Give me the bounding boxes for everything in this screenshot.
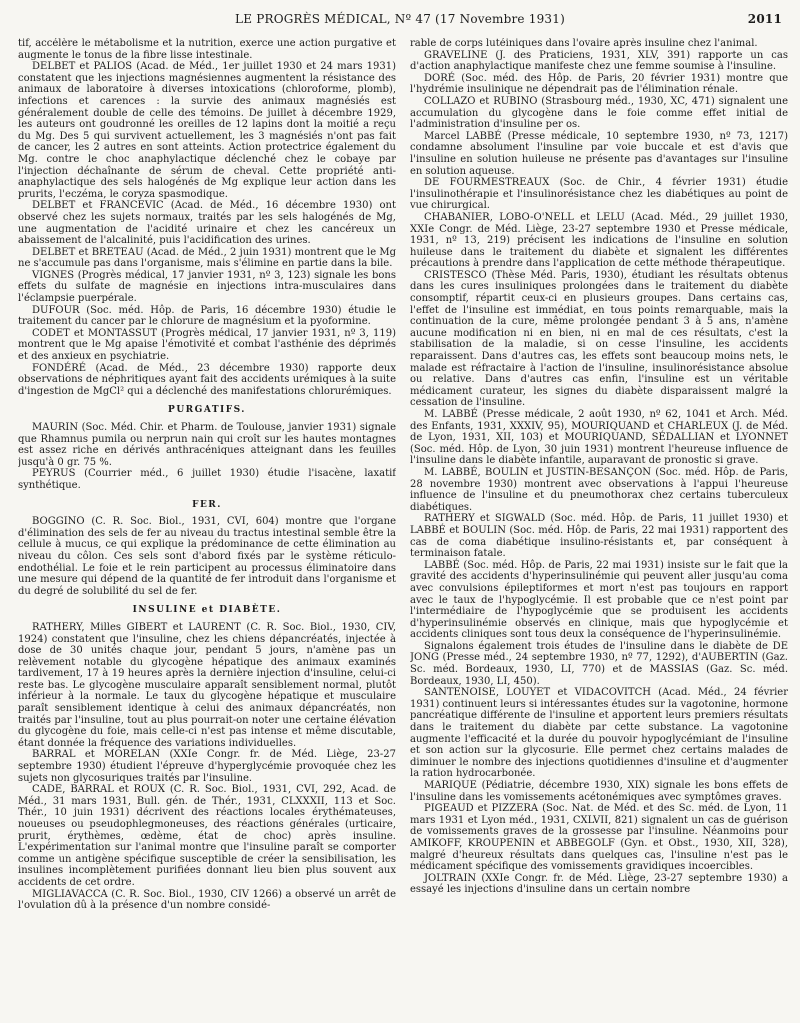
paragraph: SANTENOISE, LOUYET et VIDACOVITCH (Acad. Méd., 24 février 1931) continuent leurs si intéressantes études sur la vagotonine, hormone pancréatique différente de l'insuline et apportent leurs premiers résultats dans le traitement du diabète par cette substance. La vagotonine augmente l'efficacité et la durée du pouvoir hypoglycémiant de l'insuline et son action sur la glycosurie. Elle permet chez certains malades de diminuer le nombre des injections quotidiennes d'insuline et d'augmenter la ration hydrocarbonée. [410, 687, 788, 780]
paragraph: DE FOURMESTREAUX (Soc. de Chir., 4 février 1931) étudie l'insulinothérapie et l'insulinorésistance chez les diabétiques au point de vue chirurgical. [410, 177, 788, 212]
paragraph: RATHERY et SIGWALD (Soc. méd. Hôp. de Paris, 11 juillet 1930) et LABBÉ et BOULIN (Soc. méd. Hôp. de Paris, 22 mai 1931) rapportent des cas de coma diabétique insulino-résistants et, par conséquent à terminaison fatale. [410, 513, 788, 560]
paragraph: GRAVELINE (J. des Praticiens, 1931, XLV, 391) rapporte un cas d'action anaphylactique manifeste chez une femme soumise à l'insuline. [410, 49, 788, 73]
paragraph: tif, accélère le métabolisme et la nutrition, exerce une action purgative et augmente le tonus de la fibre lisse intestinale. [18, 38, 396, 61]
paragraph: DELBET et PALIOS (Acad. de Méd., 1er juillet 1930 et 24 mars 1931) constatent que les injections magnésiennes augmentent la résistance des animaux de laboratoire à diverses intoxications (chloroforme, plomb), infections et carences : la survie des animaux magnésiés est généralement double de celle des témoins. De juillet à décembre 1929, les auteurs ont goudronné les oreilles de 12 lapins dont la moitié a reçu du Mg. Des 5 qui survivent actuellement, les 3 magnésiés n'ont pas fait de cancer, les 2 autres en sont atteints. Action protectrice également du Mg. contre le choc anaphylactique déclenché chez le cobaye par l'injection déchaînante de sérum de cheval. Cette propriété anti-anaphylactique des sels halogénés de Mg explique leur action dans les prurits, l'eczéma, le coryza spasmodique. [18, 61, 396, 200]
section-heading: INSULINE et DIABÈTE. [132, 605, 282, 616]
paragraph: rable de corps lutéiniques dans l'ovaire après insuline chez l'animal. [410, 38, 758, 49]
paragraph: MIGLIAVACCA (C. R. Soc. Biol., 1930, CIV 1266) a observé un arrêt de l'ovulation dû à la présence d'un nombre considé- [18, 888, 396, 912]
paragraph: CRISTESCO (Thèse Méd. Paris, 1930), étudiant les résultats obtenus dans les cures insuliniques prolongées dans le traitement du diabète consomptif, répartit ceux-ci en plusieurs groupes. Dans certains cas, l'effet de l'insuline est immédiat, en tous points remarquable, mais la continuation de la cure, même prolongée pendant 3 à 5 ans, n'amène aucune modification ni en bien, ni en mal de ces résultats, c'est la stabilisation de la maladie, si on cesse l'insuline, les accidents reparaissent. Dans d'autres cas, les effets sont beaucoup moins nets, le malade est réfractaire à l'action de l'insuline, insulinorésistance absolue ou relative. Dans d'autres cas enfin, l'insuline est un véritable médicament curateur, les signes du diabète disparaissent malgré la cessation de l'insuline. [410, 269, 788, 409]
running-title: LE PROGRÈS MÉDICAL, Nº 47 (17 Novembre 1931) [235, 12, 565, 26]
paragraph: BARRAL et MORELAN (XXIe Congr. fr. de Méd. Liège, 23-27 septembre 1930) étudient l'épreuve d'hyperglycémie provoquée chez les sujets non glycosuriques traités par l'insuline. [18, 749, 396, 784]
right-column [410, 38, 788, 1018]
paragraph: CHABANIER, LOBO-O'NELL et LELU (Acad. Méd., 29 juillet 1930, XXIe Congr. de Méd. Liège, 23-27 septembre 1930 et Presse médicale, 1931, nº 13, 219) précisent les indications de l'insuline en solution huileuse dans le traitement du diabète et signalent les différentes précautions à prendre dans l'application de cette méthode thérapeutique. [410, 211, 788, 270]
paragraph: DORÉ (Soc. méd. des Hôp. de Paris, 20 février 1931) montre que l'hydrémie insulinique ne dépendrait pas de l'élimination rénale. [410, 72, 788, 96]
paragraph: M. LABBÉ (Presse médicale, 2 août 1930, nº 62, 1041 et Arch. Méd. des Enfants, 1931, XXXIV, 95), MOURIQUAND et CHARLEUX (J. de Méd. de Lyon, 1931, XII, 103) et MOURIQUAND, SÉDALLIAN et LYONNET (Soc. méd. Hôp. de Lyon, 30 juin 1931) montrent l'heureuse influence de l'insuline dans le diabète infantile, auparavant de pronostic si grave. [410, 409, 788, 467]
paragraph: PEYRUS (Courrier méd., 6 juillet 1930) étudie l'isacène, laxatif synthétique. [18, 468, 396, 491]
page-number: 2011 [747, 12, 782, 26]
paragraph: COLLAZO et RUBINO (Strasbourg méd., 1930, XC, 471) signalent une accumulation du glycogène dans le foie comme effet initial de l'administration d'insuline per os. [410, 95, 788, 131]
paragraph: M. LABBÉ, BOULIN et JUSTIN-BESANÇON (Soc. méd. Hôp. de Paris, 28 novembre 1930) montrent avec observations à l'appui l'heureuse influence de l'insuline et du pneumothorax chez certains tuberculeux diabétiques. [410, 466, 788, 513]
left-column [18, 38, 396, 1018]
page-header [0, 12, 800, 30]
paragraph: VIGNES (Progrès médical, 17 janvier 1931, nº 3, 123) signale les bons effets du sulfate de magnésie en injections intra-musculaires dans l'éclampsie puerpérale. [18, 269, 396, 305]
section-heading: PURGATIFS. [168, 405, 246, 416]
paragraph: DELBET et FRANCEVIC (Acad. de Méd., 16 décembre 1930) ont observé chez les sujets normaux, traités par les sels halogénés de Mg, une augmentation de l'acidité urinaire et chez les cancéreux un abaissement de l'alcalinité, puis l'acidification des urines. [18, 200, 396, 247]
paragraph: Signalons également trois études de l'insuline dans le diabète de DE JONG (Presse méd., 24 septembre 1930, nº 77, 1292), d'AUBERTIN (Gaz. Sc. méd. Bordeaux, 1930, LI, 770) et de MASSIAS (Gaz. Sc. méd. Bordeaux, 1930, LI, 450). [410, 640, 788, 687]
paragraph: LABBÉ (Soc. méd. Hôp. de Paris, 22 mai 1931) insiste sur le fait que la gravité des accidents d'hyperinsulinémie qui peuvent aller jusqu'au coma avec convulsions épileptiformes et mort n'est pas toujours en rapport avec le taux de l'hypoglycémie. Il est probable que ce n'est point par l'intermédiaire de l'hypoglycémie que se produisent les accidents d'hyperinsulinémie observés en clinique, mais que hypoglycémie et accidents cliniques sont tous deux la conséquence de l'hyperinsulinémie. [410, 559, 788, 641]
section-heading: FER. [192, 499, 222, 510]
paragraph: MAURIN (Soc. Méd. Chir. et Pharm. de Toulouse, janvier 1931) signale que Rhamnus pumila ou nerprun nain qui croît sur les hautes montagnes est assez riche en dérivés anthracéniques atteignant dans les feuilles jusqu'à 0 gr. 75 %. [18, 422, 396, 468]
paragraph: DELBET et BRETEAU (Acad. de Méd., 2 juin 1931) montrent que le Mg ne s'accumule pas dans l'organisme, mais s'élimine en partie dans la bile. [18, 246, 396, 270]
paragraph: BOGGINO (C. R. Soc. Biol., 1931, CVI, 604) montre que l'organe d'élimination des sels de fer au niveau du tractus intestinal semble être la cellule à mucus, ce qui explique la prédominance de cette élimination au niveau du côlon. Ces sels sont d'abord fixés par le système réticulo-endothélial. Le foie et le rein participent au processus éliminatoire dans une mesure qui dépend de la quantité de fer introduit dans l'organisme et du degré de solubilité du sel de fer. [18, 516, 396, 597]
paragraph: JOLTRAIN (XXIe Congr. fr. de Méd. Liège, 23-27 septembre 1930) a essayé les injections d'insuline dans un certain nombre [410, 872, 788, 896]
paragraph: FONDÉRÉ (Acad. de Méd., 23 décembre 1930) rapporte deux observations de néphritiques ayant fait des accidents urémiques à la suite d'ingestion de MgCl² qui a déclenché des manifestations chlorurémiques. [18, 362, 396, 397]
paragraph: CODET et MONTASSUT (Progrès médical, 17 janvier 1931, nº 3, 119) montrent que le Mg apaise l'émotivité et combat l'asthénie des déprimés et des anxieux en psychiatrie. [18, 327, 396, 363]
paragraph: RATHERY, Milles GIBERT et LAURENT (C. R. Soc. Biol., 1930, CIV, 1924) constatent que l'insuline, chez les chiens dépancréatés, injectée à dose de 30 unités chaque jour, pendant 5 jours, n'amène pas un relèvement notable du glycogène hépatique des animaux examinés tardivement, 17 à 19 heures après la dernière injection d'insuline, celui-ci reste bas. Le glycogène musculaire apparaît sensiblement normal, plutôt inférieur à la normale. Le taux du glycogène hépatique et musculaire paraît sensiblement identique à celui des animaux dépancréatés, non traités par l'insuline, tout au plus pourrait-on noter une certaine élévation du glycogène du foie, mais celle-ci n'est pas intense et même discutable, étant donnée la fréquence des variations individuelles. [18, 621, 396, 749]
paragraph: CADE, BARRAL et ROUX (C. R. Soc. Biol., 1931, CVI, 292, Acad. de Méd., 31 mars 1931, Bull. gén. de Thér., 1931, CLXXXII, 113 et Soc. Thér., 10 juin 1931) décrivent des réactions locales érythémateuses, noueuses ou pseudophlegmoneuses, des réactions générales (urticaire, prurit, érythèmes, œdème, état de choc) après insuline. L'expérimentation sur l'animal montre que l'insuline paraît se comporter comme un antigène spécifique susceptible de créer la sensibilisation, les insulines incomplètement purifiées donnant lieu bien plus souvent aux accidents de cet ordre. [18, 784, 396, 888]
paragraph: PIGEAUD et PIZZERA (Soc. Nat. de Méd. et des Sc. méd. de Lyon, 11 mars 1931 et Lyon méd., 1931, CXLVII, 821) signalent un cas de guérison de vomissements graves de la grossesse par l'insuline. Néanmoins pour AMIKOFF, KROUPENIN et ABBEGOLF (Gyn. et Obst., 1930, XII, 328), malgré d'heureux résultats dans quelques cas, l'insuline n'est pas le médicament spécifique des vomissements gravidiques incoercibles. [410, 803, 788, 873]
paragraph: DUFOUR (Soc. méd. Hôp. de Paris, 16 décembre 1930) étudie le traitement du cancer par le chlorure de magnésium et la pyoformine. [18, 304, 396, 328]
paragraph: Marcel LABBÉ (Presse médicale, 10 septembre 1930, nº 73, 1217) condamne absolument l'insuline par voie buccale et est d'avis que l'insuline en solution huileuse ne présente pas d'avantages sur l'insuline en solution aqueuse. [410, 130, 788, 177]
paragraph: MARIQUE (Pédiatrie, décembre 1930, XIX) signale les bons effets de l'insuline dans les vomissements acétonémiques avec symptômes graves. [410, 780, 788, 803]
